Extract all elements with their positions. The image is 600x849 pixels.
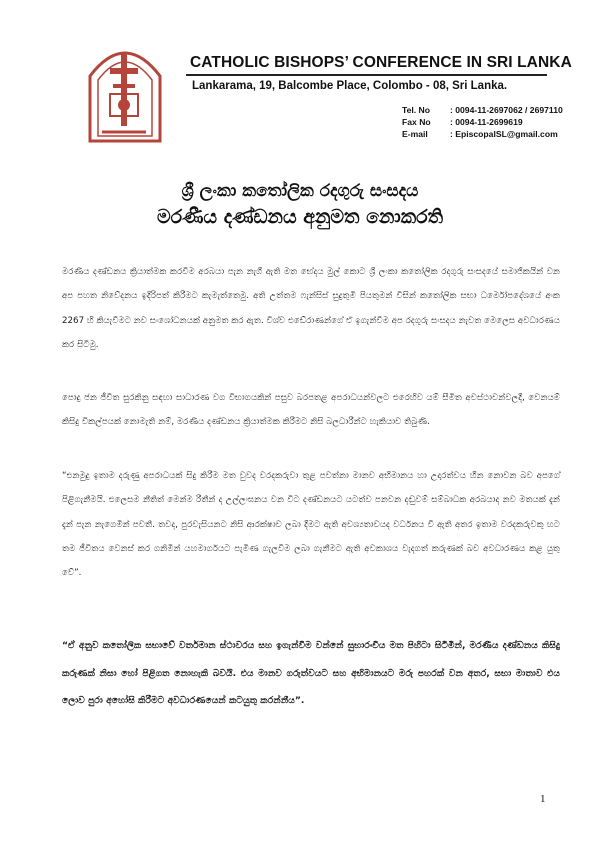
contact-block bbox=[402, 104, 563, 140]
body-paragraph-4-emphasis: “ඒ අනුව කතෝලික සභාවේ වර්තමාන ස්ථාවරය සහ ඉගැන්වීම වන්නේ සුභාරංචිය මත පිහිටා සිටිමින්, මරණීය දණ්ඩනය කිසිදු කරුණක් නිසා හෝ පිළිගත නොහැකි බවයි. එය මානව ගරුත්වයට සහ අභිමානයට මරු පහරක් වන අතර, සභා මාතාව එය ලොව පුරා අහෝසි කිරීමට අවධාරණයෙන් කටයුතු කරන්නීය”. bbox=[62, 640, 560, 706]
cross-lower-bar bbox=[113, 84, 135, 88]
emblem-circle bbox=[118, 99, 130, 111]
conference-logo bbox=[80, 36, 170, 146]
body-paragraph-3: “එනමුදු ඉතාම දරුණු අපරාධයක් සිදු කිරීම මත වුවද වරදකරුවා තුළ පවත්නා මානව අභිමානය හා උදාරත්වය හීන නොවන බව අපගේ පිළිගැනීමයි. එලෙසම නීතිත් මෙන්ම රීතීන් ද උල්ලංඝනය වන විට දණ්ඩනයට යටත්ව පනවන දඬුවම් සම්බාධක අරබයාද නව මතයක් දැන් දැන් පැන නැගෙමින් පවතී. තවද, පුරවැසියනට නිසි ආරක්ෂාව ලබා දීමට ඇති අවශ්‍යතාවයද වර්ධනය වී ඇති අතර ඉතාම වරදකරුවකු හට තම ජීවිතය වෙනස් කර ගනිමින් යහමාර්ගයට පැමිණ ගැලවීම ලබා ගැනීමට ඇති අවකාශය වැදගත් කරුණක් බව අවධාරණය කළ යුතු වේ”. bbox=[62, 471, 560, 579]
organization-name: CATHOLIC BISHOPS’ CONFERENCE IN SRI LANKA bbox=[190, 54, 572, 71]
cross-horizontal bbox=[110, 68, 138, 74]
contact-email bbox=[402, 128, 563, 140]
contact-fax-label: Fax No bbox=[402, 117, 431, 127]
header-divider bbox=[186, 74, 547, 76]
contact-email-label: E-mail bbox=[402, 129, 428, 139]
contact-fax bbox=[402, 116, 563, 128]
organization-address: Lankarama, 19, Balcombe Place, Colombo - 08, Sri Lanka. bbox=[192, 80, 508, 92]
document-title-line-2: මරණීය දණ්ඩනය අනුමත නොකරති bbox=[156, 206, 444, 228]
contact-fax-value: : 0094-11-2699619 bbox=[450, 117, 523, 127]
contact-tel bbox=[402, 104, 563, 116]
contact-tel-value: : 0094-11-2697062 / 2697110 bbox=[450, 105, 563, 115]
contact-tel-label: Tel. No bbox=[402, 105, 431, 115]
body-paragraph-2: පොදු ජන ජීවිත සුරකිනු සඳහා සාධාරණ වග විභාගයකින් පසුව බරපතළ අපරාධයන්වලට එරෙහිව යම් සීමිත අවස්ථාවන්වලදී, වෙනයම් කිසිදු විකල්පයක් නොමැති නම්, මරණීය දණ්ඩනය ක්‍රියාත්මක කිරීමට නිසි බලධාරීන්ට හැකියාව තිබුණි. bbox=[62, 393, 560, 428]
document-title-line-1: ශ්‍රී ලංකා කතෝලික රදගුරු සංසදය bbox=[181, 181, 419, 201]
contact-email-value: : EpiscopalSL@gmail.com bbox=[450, 129, 558, 139]
page-number: 1 bbox=[540, 793, 546, 805]
body-paragraph-1: මරණීය දණ්ඩනය ක්‍රියාත්මක කරවීම අරබයා පැන නැගී ඇති මත භේදය මුල් කොට ශ්‍රී ලංකා කතෝලික රදගුරු සංසදයේ සමාජිකයින් වන අප පහත නිවේදනය ඉදිරිපත් කිරීමට කැමැත්තෙමු. අති උත්තම ෆැන්සිස් සුදුතුමි පියතුමන් විසින් කතෝලික සභා ධර්මෝපදේශයේ අංක 2267 හි කියැවීමට නව සංශෝධනයක් අනුමත කර ඇත. විශ්ව එඩේරාණන්ගේ ඒ ඉගැන්වීම අප රදගුරු සංසදය නැවත මෙලෙස අවධාරණය කර සිටිමු. bbox=[62, 267, 560, 350]
